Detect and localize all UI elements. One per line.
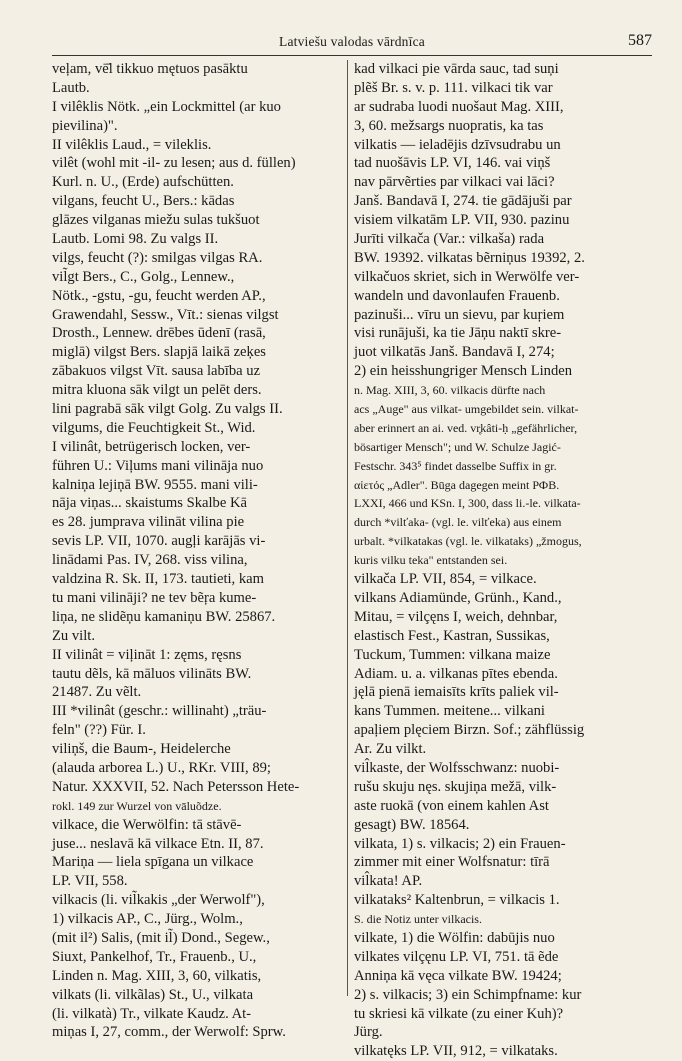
text-line: nāja viņas... skaistums Skalbe Kā — [52, 495, 247, 512]
text-line: gesagt) BW. 18564. — [354, 816, 470, 833]
text-line: jęlā pienā iemaisīts krīts paliek vil- — [354, 684, 559, 701]
text-line: zābakuos vilgst Vīt. sausa labība uz — [52, 363, 261, 380]
text-line: Nötk., -gstu, -gu, feucht werden AP., — [52, 287, 266, 304]
text-line: vilkans Adiamünde, Grünh., Kand., — [354, 589, 562, 606]
text-line: II vilinât = viļināt 1: zęms, ręsns — [52, 646, 242, 663]
text-line: apaļiem plęciem Birzn. Sof.; zähflüssig — [354, 722, 585, 739]
header-rule — [52, 55, 652, 56]
text-line: Siuxt, Pankelhof, Tr., Frauenb., U., — [52, 948, 257, 965]
text-line: Mitau, = vilçęns I, weich, dehnbar, — [354, 608, 558, 625]
text-line: es 28. jumprava vilināt vilina pie — [52, 514, 245, 531]
text-line: 2) s. vilkacis; 3) ein Schimpfname: kur — [354, 986, 582, 1003]
right-column — [354, 60, 652, 1060]
text-line: rušu skuju nęs. skujiņa mežā, vilk- — [354, 778, 557, 795]
text-line: führen U.: Viļums mani vilināja nuo — [52, 457, 264, 474]
text-line: elastisch Fest., Kastran, Sussikas, — [354, 627, 550, 644]
text-line: tu skriesi kā vilkate (zu einer Kuh)? — [354, 1005, 564, 1022]
text-line: aste ruokā (von einem kahlen Ast — [354, 797, 549, 814]
text-line: II vilêklis Laud., = vileklis. — [52, 136, 212, 153]
text-line: linādami Pas. IV, 268. viss vilina, — [52, 552, 248, 569]
text-line: LP. VII, 558. — [52, 873, 128, 890]
text-line: kalniņa lejiņā BW. 9555. mani vili- — [52, 476, 258, 493]
text-line: vilkataks² Kaltenbrun, = vilkacis 1. — [354, 892, 560, 909]
page-number: 587 — [628, 32, 652, 49]
text-line: III *vilinât (geschr.: willinaht) „träu- — [52, 703, 267, 720]
text-line: vilkats (li. vilkãlas) St., U., vilkata — [52, 986, 254, 1003]
text-line: vilgans, feucht U., Bers.: kādas — [52, 193, 235, 210]
text-line: vilêt (wohl mit -il- zu lesen; aus d. füllen) — [52, 155, 296, 172]
text-line: Ar. Zu vilkt. — [354, 741, 427, 758]
text-line: kuris vilku teka" entstanden sei. — [354, 553, 508, 568]
text-line: Jürg. — [354, 1024, 383, 1041]
text-line: Tuckum, Tummen: vilkana maize — [354, 646, 551, 663]
text-line: Jurīti vilkača (Var.: vilkaša) rada — [354, 231, 545, 248]
column-divider — [347, 60, 348, 996]
text-line: plẽš Br. s. v. p. 111. vilkaci tik var — [354, 79, 553, 96]
text-line: mitra kluona sāk vilgt un pelēt ders. — [52, 382, 262, 399]
text-line: Mariņa — liela spīgana un vilkace — [52, 854, 254, 871]
text-line: feln" (??) Für. I. — [52, 722, 146, 739]
text-line: I vilêklis Nötk. „ein Lockmittel (ar kuo — [52, 98, 281, 115]
text-line: Zu vilt. — [52, 627, 95, 644]
text-line: ar sudraba luodi nuošaut Mag. XIII, — [354, 98, 564, 115]
text-line: acs „Auge" aus vilkat- umgebildet sein. vilkat- — [354, 402, 579, 417]
text-line: aber erinnert an ai. ved. vr̥kâti-ḥ „gefährlicher, — [354, 420, 578, 435]
text-line: pazinuši... vīru un sievu, par kuŗiem — [354, 306, 565, 323]
text-line: Anniņa kā vęca vilkate BW. 19424; — [354, 967, 562, 984]
text-line: Lautb. Lomi 98. Zu valgs II. — [52, 231, 219, 248]
text-line: vilkača LP. VII, 854, = vilkace. — [354, 571, 537, 588]
text-line: vil̂kata! AP. — [354, 873, 423, 890]
text-line: S. die Notiz unter vilkacis. — [354, 912, 482, 927]
text-line: pievilina)". — [52, 117, 118, 134]
text-line: juot vilkatās Janš. Bandavā I, 274; — [354, 344, 555, 361]
text-line: 21487. Zu vẽlt. — [52, 684, 142, 701]
text-line: vilkacis (li. vil̃kakis „der Werwolf"), — [52, 892, 265, 909]
text-line: (alauda arborea L.) U., RKr. VIII, 89; — [52, 759, 271, 776]
text-line: tu mani vilināji? ne tev bẽŗa kume- — [52, 589, 257, 606]
text-line: bösartiger Mensch"; und W. Schulze Jagić- — [354, 439, 561, 454]
text-line: vilkačuos skriet, sich in Werwölfe ver- — [354, 268, 580, 285]
text-line: LXXI, 466 und KSn. I, 300, dass li.-le. vilkata- — [354, 496, 581, 511]
text-line: zimmer mit einer Wolfsnatur: tīrā — [354, 854, 550, 871]
text-line: veļam, vē̄l tikkuo mętuos pasāktu — [52, 61, 248, 77]
text-line: juse... neslavā kā vilkace Etn. II, 87. — [52, 835, 264, 852]
text-line: 2) ein heisshungriger Mensch Linden — [354, 363, 573, 380]
text-line: vil̂kaste, der Wolfsschwanz: nuobi- — [354, 759, 560, 776]
text-line: Adiam. u. a. vilkanas pītes ebenda. — [354, 665, 558, 682]
text-line: viliņš, die Baum-, Heidelerche — [52, 741, 231, 758]
text-line: wandeln und davonlaufen Frauenb. — [354, 287, 560, 304]
running-title: Latviešu valodas vārdnīca — [279, 34, 425, 49]
text-line: vilkate, 1) die Wölfin: dabūjis nuo — [354, 929, 555, 946]
text-line: miglā) vilgst Bers. slapjā laikā zeķes — [52, 344, 266, 361]
left-column — [52, 60, 340, 1041]
text-line: liņa, ne slidẽņu kamaniņu BW. 25867. — [52, 608, 276, 625]
text-line: kans Tummen. meitene... vilkani — [354, 703, 545, 720]
text-line: vilgs, feucht (?): smilgas vilgas RA. — [52, 249, 263, 266]
text-line: glāzes vilganas miežu sulas tukšuot — [52, 212, 260, 229]
text-line: (li. vilkatà) Tr., vilkate Kaudz. At- — [52, 1005, 252, 1022]
text-line: tad nuošāvis LP. VI, 146. vai viņš — [354, 155, 551, 172]
text-line: n. Mag. XIII, 3, 60. vilkacis dürfte nach — [354, 383, 546, 398]
text-line: lini pagrabā sāk vilgt Golg. Zu valgs II. — [52, 401, 283, 418]
text-line: Festschr. 343⁵ findet dasselbe Suffix in gr. — [354, 458, 557, 473]
text-line: αἰετός „Adler". Būga dagegen meint РФВ. — [354, 477, 560, 492]
text-line: Linden n. Mag. XIII, 3, 60, vilkatis, — [52, 967, 262, 984]
text-line: visiem vilkatām LP. VII, 930. pazinu — [354, 212, 570, 229]
text-line: Lautb. — [52, 79, 90, 96]
text-line: vilkata, 1) s. vilkacis; 2) ein Frauen- — [354, 835, 566, 852]
text-line: rokl. 149 zur Wurzel von vāluõdze. — [52, 798, 222, 813]
text-line: Janš. Bandavā I, 274. tie gādājuši par — [354, 193, 572, 210]
text-line: Kurl. n. U., (Erde) aufschütten. — [52, 174, 234, 191]
text-line: visi runājuši, ka tie Jāņu naktī skre- — [354, 325, 562, 342]
text-line: (mit il²) Salis, (mit il̃) Dond., Segew., — [52, 929, 270, 946]
text-line: tautu dẽls, kā māluos vilināts BW. — [52, 665, 252, 682]
text-line: urbalt. *vilkatakas (vgl. le. vilkataks) „žmogus, — [354, 534, 582, 549]
text-line: nav pārvẽrties par vilkaci vai lāci? — [354, 174, 555, 191]
text-line: valdzina R. Sk. II, 173. tautieti, kam — [52, 571, 264, 588]
text-line: miņas I, 27, comm., der Werwolf: Sprw. — [52, 1024, 286, 1041]
text-line: vilkace, die Werwölfin: tā stāvē- — [52, 816, 242, 833]
text-line: vilkatęks LP. VII, 912, = vilkataks. — [354, 1043, 558, 1060]
text-line: Natur. XXXVII, 52. Nach Petersson Hete- — [52, 778, 300, 795]
text-line: vil̃gt Bers., C., Golg., Lennew., — [52, 268, 235, 285]
text-line: Drosth., Lennew. drēbes ūdenī (rasā, — [52, 325, 266, 342]
text-line: kad vilkaci pie vārda sauc, tad suņi — [354, 61, 559, 77]
text-line: BW. 19392. vilkatas bẽrniņus 19392, 2. — [354, 249, 585, 266]
running-header — [52, 34, 652, 54]
text-line: vilgums, die Feuchtigkeit St., Wid. — [52, 419, 256, 436]
text-line: vilkates vilçęnu LP. VI, 751. tā ẽde — [354, 948, 559, 965]
text-line: 3, 60. mežsargs nuopratis, ka tas — [354, 117, 544, 134]
text-line: Grawendahl, Sessw., Vīt.: sienas vilgst — [52, 306, 279, 323]
text-line: sevis LP. VII, 1070. augļi karājās vi- — [52, 533, 266, 550]
text-line: 1) vilkacis AP., C., Jürg., Wolm., — [52, 911, 243, 928]
text-line: durch *vilťaka- (vgl. le. vilťeka) aus einem — [354, 515, 562, 530]
text-line: vilkatis — ieladējis dzīvsudrabu un — [354, 136, 561, 153]
text-line: I vilinât, betrügerisch locken, ver- — [52, 438, 251, 455]
text-columns — [52, 60, 652, 1060]
